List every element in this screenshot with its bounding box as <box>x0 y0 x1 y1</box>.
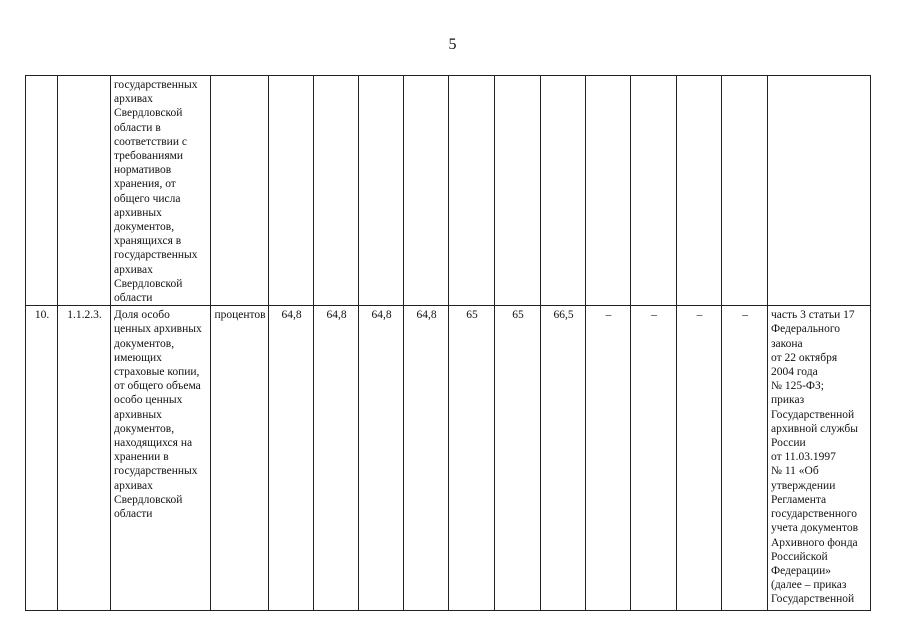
table-row <box>26 306 871 611</box>
value-cell <box>677 76 722 306</box>
indicator-name-cell: Доля особо ценных архивных документов, имеющих страховые копии, от общего объема особо ценных архивных документов, находящихся на хранении в государственных архивах Свердловской области <box>111 306 211 611</box>
value-cell <box>586 76 631 306</box>
value-cell <box>631 76 677 306</box>
row-code-cell <box>58 76 111 306</box>
value-cell <box>495 76 541 306</box>
unit-cell <box>211 76 269 306</box>
row-code-cell: 1.1.2.3. <box>58 306 111 611</box>
value-cell <box>404 76 449 306</box>
value-cell <box>541 76 586 306</box>
value-cell <box>722 76 768 306</box>
value-cell: 64,8 <box>314 306 359 611</box>
value-cell: – <box>586 306 631 611</box>
value-cell: – <box>631 306 677 611</box>
unit-cell: процентов <box>211 306 269 611</box>
legal-basis-cell: часть 3 статьи 17 Федерального закона от 22 октября 2004 года № 125-ФЗ; приказ Государственной архивной службы России от 11.03.1997 № 11 «Об утверждении Регламента государственного учета документов Архивного фонда Российской Федерации» (далее – приказ Государственной <box>768 306 871 611</box>
indicator-name-cell: государственных архивах Свердловской области в соответствии с требованиями нормативов хранения, от общего числа архивных документов, хранящихся в государственных архивах Свердловской области <box>111 76 211 306</box>
page-number: 5 <box>448 36 457 53</box>
value-cell <box>314 76 359 306</box>
value-cell <box>269 76 314 306</box>
row-number-cell <box>26 76 58 306</box>
value-cell: 64,8 <box>269 306 314 611</box>
value-cell: 64,8 <box>359 306 404 611</box>
value-cell: – <box>677 306 722 611</box>
indicators-table <box>25 75 871 611</box>
value-cell: – <box>722 306 768 611</box>
value-cell: 66,5 <box>541 306 586 611</box>
value-cell: 64,8 <box>404 306 449 611</box>
table-row <box>26 76 871 306</box>
row-number-cell: 10. <box>26 306 58 611</box>
value-cell <box>359 76 404 306</box>
value-cell <box>449 76 495 306</box>
value-cell: 65 <box>495 306 541 611</box>
value-cell: 65 <box>449 306 495 611</box>
legal-basis-cell <box>768 76 871 306</box>
